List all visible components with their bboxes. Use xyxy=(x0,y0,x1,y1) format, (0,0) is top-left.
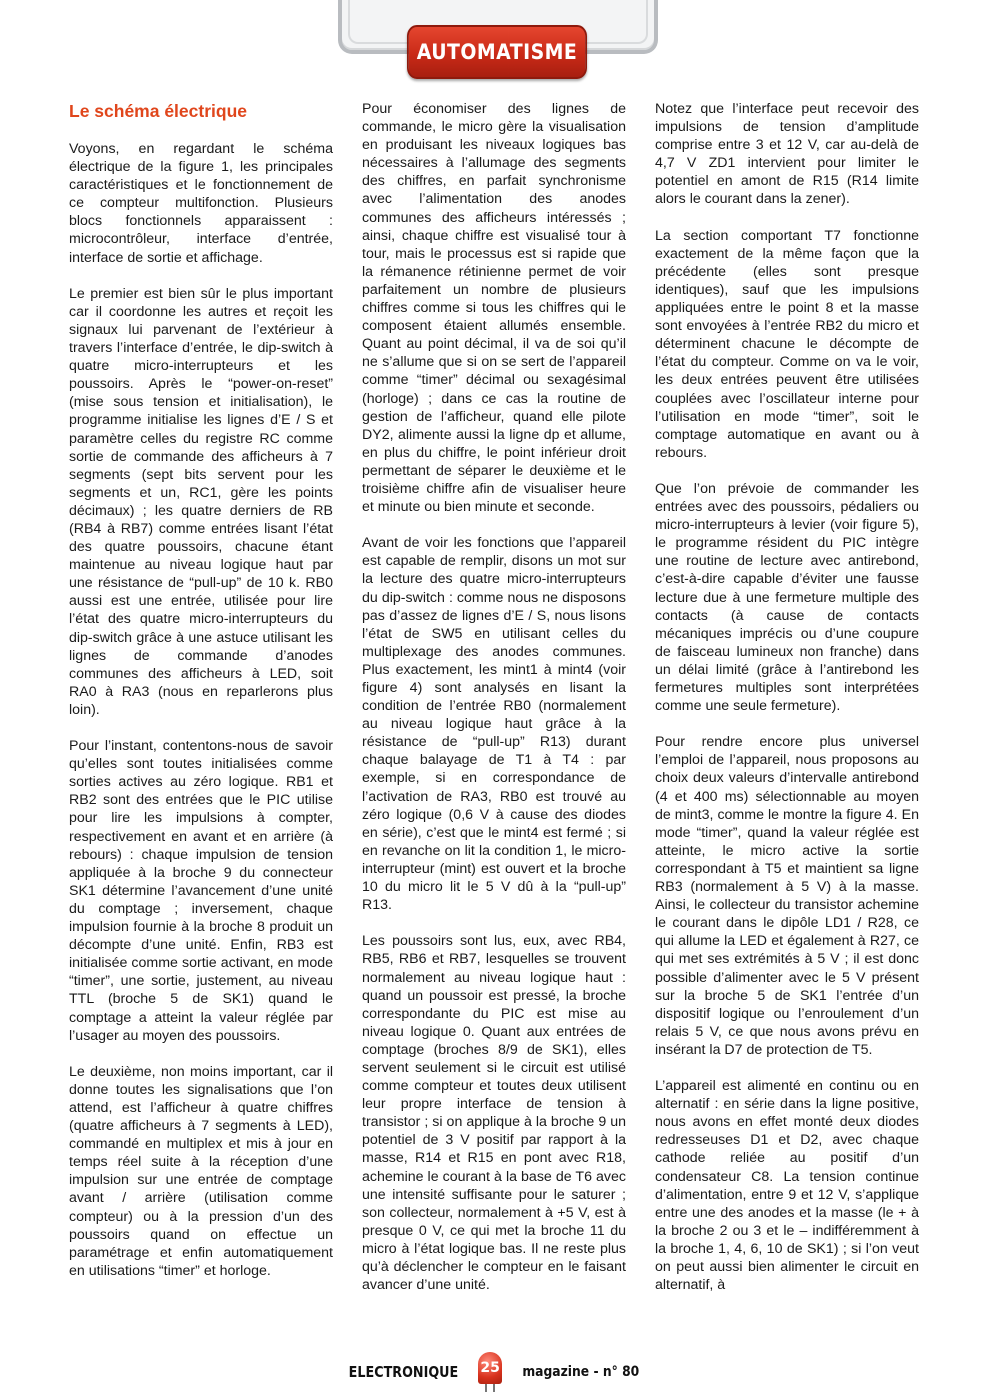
led-leg xyxy=(493,1384,495,1392)
paragraph: Notez que l’interface peut recevoir des impulsions de tension d’amplitude comprise entre 3 et 12 V, car au-delà de 4,7 V ZD1 intervient pour limiter le potentiel en amont de R15 (R14 limite alors le courant dans la zener). xyxy=(655,101,919,208)
paragraph: L’appareil est alimenté en continu ou en alternatif : en série dans la ligne positive, nous avons en effet monté deux diodes redresseuses D1 et D2, avec chaque cathode reliée au positif d’un condensateur C8. La tension continue d’alimentation, entre 9 et 12 V, s’applique entre une des anodes et la masse (le + à la broche 2 ou 3 et le – indifféremment à la broche 1, 4, 6, 10 de SK1) ; si l’on veut on peut aussi bien alimenter le circuit en alternatif, à xyxy=(655,1078,919,1294)
paragraph: Pour l’instant, contentons-nous de savoir qu’elles sont toutes initialisées comme sorties actives au zéro logique. RB1 et RB2 sont des entrées que le PIC utilise pour lire les impulsions à compter, respectivement en avant et en arrière (à rebours) : chaque impulsion de tension appliquée à la broche 9 du connecteur SK1 détermine l’avancement d’une unité du comptage ; inversement, chaque impulsion fournie à la broche 8 produit un décompte d’une unité. Enfin, RB3 est initialisée comme sortie activant, en mode “timer”, une sortie, justement, au niveau TTL (broche 5 de SK1) quand le comptage a atteint la valeur réglée par l’usager au moyen des poussoirs. xyxy=(69,738,333,1044)
magazine-brand: ELECTRONIQUE xyxy=(348,1363,459,1381)
paragraph: Pour économiser des lignes de commande, le micro gère la visualisation en produisant les niveaux logiques bas nécessaires à l’allumage des segments des chiffres, en parfait synchronisme avec l’alimentation des anodes communes des afficheurs intéressés ; ainsi, chaque chiffre est visualisé tour à tour, mais le processus est si rapide que la rémanence rétinienne permet de voir parfaitement un nombre de plusieurs chiffres comme si tous les chiffres qui le composent étaient allumés ensemble. Quant au point décimal, il va de soi qu’il ne s’allume que si on se sert de l’appareil comme “timer” décimal ou sexagésimal (horloge) ; dans ce cas la routine de gestion de l’afficheur, quand elle pilote DY2, alimente aussi la ligne dp et allume, en plus du chiffre, le point inférieur droit permettant de séparer le deuxième et le troisième chiffre afin de visualiser heure et minute ou bien minute et seconde. xyxy=(362,101,626,516)
paragraph: Le deuxième, non moins important, car il donne toutes les signalisations que l’on attend, est l’afficheur à quatre chiffres (quatre afficheurs à 7 segments à LED), commandé en multiplex et mis à jour en temps réel suite à la réception d’une impulsion sur une entrée de comptage avant / arrière (utilisation comme compteur) ou à la pression d’un des poussoirs quand on effectue un paramétrage et enfin automatiquement en utilisations “timer” et horloge. xyxy=(69,1063,333,1279)
section-banner xyxy=(407,25,587,79)
page-number: 25 xyxy=(478,1352,502,1384)
paragraph: Le premier est bien sûr le plus important car il coordonne les autres et reçoit les signaux lui parvenant de l’extérieur à travers l’interface d’entrée, le dip-switch à quatre micro-interrupteurs et les poussoirs. Après le “power-on-reset” (mise sous tension et initialisation), le programme initialise les lignes d’E / S et paramètre celles du registre RC comme sortie de commande des afficheurs à 7 segments (sept bits servent pour les segments et un, RC1, gère les points décimaux) ; les quatre derniers de RB (RB4 à RB7) comme entrées lisant l’état des quatre poussoirs, chacune étant maintenue au niveau logique haut par une résistance de “pull-up” de 10 k. RB0 aussi est une entrée, utilisée pour lire l’état des quatre micro-interrupteurs du dip-switch grâce à une astuce utilisant les lignes de commande d’anodes communes des afficheurs à LED, soit RA0 à RA3 (nous en reparlerons plus loin). xyxy=(69,285,333,718)
paragraph: Pour rendre encore plus universel l’emploi de l’appareil, nous proposons au choix deux valeurs d’intervalle antirebond (4 et 400 ms) sélectionnable au moyen de mint3, comme le montre la figure 4. En mode “timer”, quand la valeur réglée est atteinte, le micro active la sortie correspondant à T5 et maintient sa ligne RB3 (normalement à 5 V) à la masse. Ainsi, le collecteur du transistor achemine le courant dans le dipôle LD1 / R28, ce qui allume la LED et également à R27, ce qui met ses extrémités à 5 V ; il est donc possible d’alimenter avec le 5 V présent sur la broche 5 de SK1 l’entrée d’un dispositif logique ou l’enroulement d’un relais 5 V, ce que nous avons prévu en insérant la D7 de protection de T5. xyxy=(655,734,919,1058)
paragraph: La section comportant T7 fonctionne exactement de la même façon que la précédente (elles sont presque identiques), sauf que les impulsions appliquées entre le point 8 et la masse sont envoyées à l’entrée RB2 du micro et déterminent chacune le décompte de l’état du compteur. Comme on va le voir, les deux entrées peuvent être utilisées couplées avec l’oscillateur interne pour l’utilisation en mode “timer”, soit le comptage automatique en avant ou à rebours. xyxy=(655,227,919,461)
led-icon xyxy=(476,1352,504,1392)
led-leg xyxy=(485,1384,487,1392)
article-heading: Le schéma électrique xyxy=(69,101,247,121)
paragraph: Voyons, en regardant le schéma électrique de la figure 1, les principales caractéristiques et le fonctionnement de ce compteur multifonction. Plusieurs blocs fonctionnels apparaissent : microcontrôleur, interface d’entrée, interface de sortie et affichage. xyxy=(69,141,333,266)
issue-label: magazine - n° 80 xyxy=(522,1364,640,1380)
column-3 xyxy=(655,100,919,1312)
column-2 xyxy=(362,100,626,1312)
column-1 xyxy=(69,100,333,1298)
paragraph: Avant de voir les fonctions que l’appareil est capable de remplir, disons un mot sur la lecture des quatre micro-interrupteurs du dip-switch : comme nous ne disposons pas d’assez de lignes d’E / S, nous lisons l’état de SW5 en utilisant celles du multiplexage des anodes communes. Plus exactement, les mint1 à mint4 (voir figure 4) sont analysés en lisant la condition de l’entrée RB0 (normalement au niveau logique haut grâce à la résistance de “pull-up” R13) durant chaque balayage de T1 à T4 : par exemple, si en correspondance de l’activation de RA3, RB0 est trouvé au zéro logique (0,6 V à cause des diodes en série), c’est que le mint4 est fermé ; si en revanche on lit la condition 1, le micro-interrupteur (mint) est ouvert et la broche 10 du micro lit le 5 V dû à la “pull-up” R13. xyxy=(362,535,626,914)
paragraph: Les poussoirs sont lus, eux, avec RB4, RB5, RB6 et RB7, lesquelles se trouvent normalement au niveau logique haut : quand un poussoir est pressé, la broche correspondante du PIC est mise au niveau logique 0. Quant aux entrées de comptage (broches 8/9 de SK1), elles servent seulement si le circuit est utilisé comme compteur et toutes deux utilisent leur propre interface de tension à transistor ; si on applique à la broche 9 un potentiel de 3 V positif par rapport à la masse, R14 et R15 en pont avec R18, achemine le courant à la base de T6 avec une intensité suffisante pour le saturer ; son collecteur, normalement à +5 V, est à presque 0 V, ce qui met la broche 11 du micro à l’état logique bas. Il ne reste plus qu’à déclencher le compteur en le faisant avancer d’une unité. xyxy=(362,933,626,1294)
section-title: AUTOMATISME xyxy=(416,40,578,64)
page-footer xyxy=(0,1352,989,1392)
paragraph: Que l’on prévoie de commander les entrées avec des poussoirs, pédaliers ou micro-interrupteurs à levier (voir figure 5), le programme résident du PIC intègre une routine de lecture avec antirebond, c’est-à-dire capable d’éviter une fausse lecture due à une fermeture multiple des contacts (à cause de contacts mécaniques imprécis ou d’une coupure de faisceau lumineux non franche) dans un délai limité (grâce à l’antirebond les fermetures multiples sont interprétées comme une seule fermeture). xyxy=(655,480,919,715)
